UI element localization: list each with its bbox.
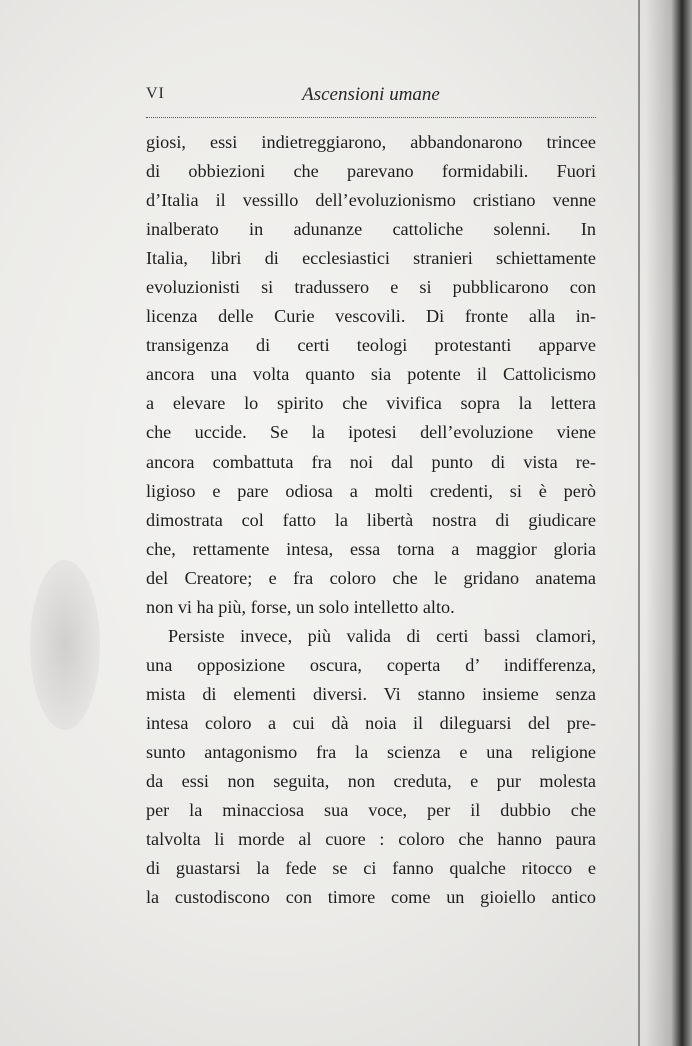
paper-stain bbox=[30, 560, 100, 730]
page-edge-line bbox=[638, 0, 640, 1046]
text-line: ligioso e pare odiosa a molti credenti, si è però bbox=[146, 480, 596, 501]
text-line: per la minacciosa sua voce, per il dubbio che bbox=[146, 800, 596, 821]
text-line: ancora combattuta fra noi dal punto di vista re- bbox=[146, 451, 596, 472]
text-line: di obbiezioni che parevano formidabili. Fuori bbox=[146, 161, 596, 182]
text-line: evoluzionisti si tradussero e si pubblicarono con bbox=[146, 277, 596, 298]
text-line: inalberato in adunanze cattoliche solenni. In bbox=[146, 219, 596, 240]
text-line: la custodiscono con timore come un gioiello antico bbox=[146, 887, 596, 908]
text-line: che, rettamente intesa, essa torna a maggior gloria bbox=[146, 538, 596, 559]
text-line: una opposizione oscura, coperta d’ indifferenza, bbox=[146, 654, 596, 675]
text-line: del Creatore; e fra coloro che le gridano anatema bbox=[146, 567, 596, 588]
text-line: non vi ha più, forse, un solo intelletto alto. bbox=[146, 596, 455, 617]
text-line: sunto antagonismo fra la scienza e una religione bbox=[146, 741, 596, 762]
text-line: dimostrata col fatto la libertà nostra di giudicare bbox=[146, 509, 596, 530]
text-line: mista di elementi diversi. Vi stanno insieme senza bbox=[146, 683, 596, 704]
text-line: ancora una volta quanto sia potente il Cattolicismo bbox=[146, 364, 596, 385]
running-title: Ascensioni umane bbox=[302, 84, 440, 105]
text-line: giosi, essi indietreggiarono, abbandonarono trincee bbox=[146, 132, 596, 152]
text-line: di guastarsi la fede se ci fanno qualche ritocco e bbox=[146, 858, 596, 879]
body-text bbox=[146, 128, 596, 912]
binding-shadow bbox=[646, 0, 692, 1046]
page-header bbox=[146, 84, 596, 110]
text-line: d’Italia il vessillo dell’evoluzionismo cristiano venne bbox=[146, 190, 596, 211]
text-line: Italia, libri di ecclesiastici stranieri schiettamente bbox=[146, 248, 596, 269]
text-line: che uccide. Se la ipotesi dell’evoluzione viene bbox=[146, 422, 596, 443]
text-line: transigenza di certi teologi protestanti apparve bbox=[146, 335, 596, 356]
text-line: da essi non seguita, non creduta, e pur molesta bbox=[146, 771, 596, 792]
text-line: intesa coloro a cui dà noia il dileguarsi del pre- bbox=[146, 712, 596, 733]
header-rule bbox=[146, 117, 596, 118]
text-line: talvolta li morde al cuore : coloro che hanno paura bbox=[146, 829, 596, 850]
text-line: licenza delle Curie vescovili. Di fronte alla in- bbox=[146, 306, 596, 327]
text-line: a elevare lo spirito che vivifica sopra la lettera bbox=[146, 393, 596, 414]
page-number: VI bbox=[146, 85, 165, 102]
text-line-paragraph-start: Persiste invece, più valida di certi bassi clamori, bbox=[168, 625, 596, 646]
